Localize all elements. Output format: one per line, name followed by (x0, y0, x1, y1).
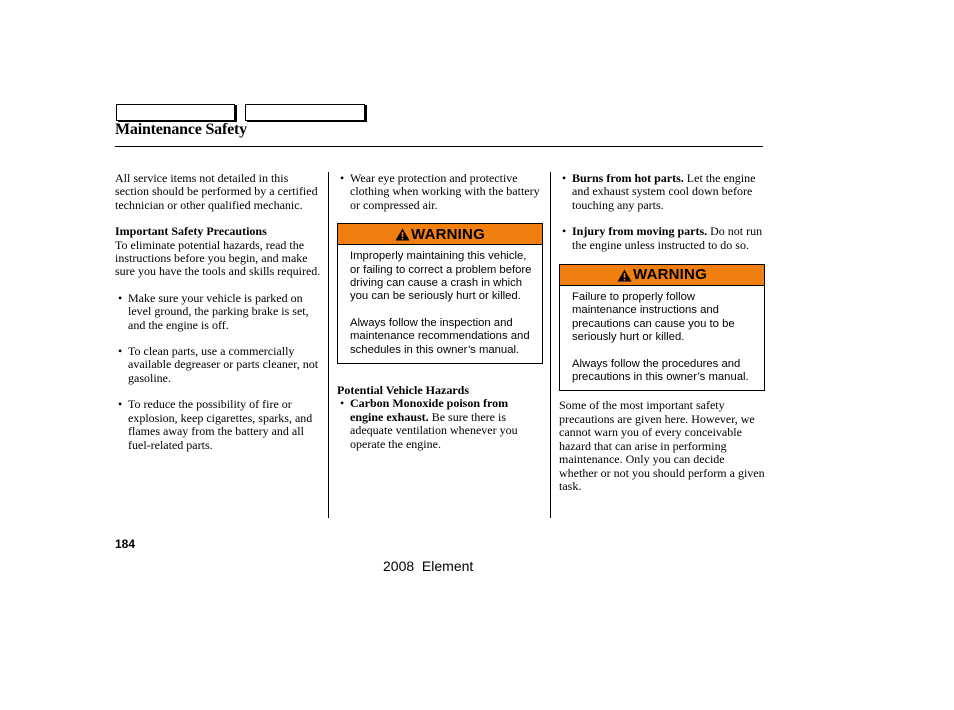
warning-triangle-icon (617, 269, 632, 282)
nav-button-previous[interactable] (116, 104, 235, 121)
bullet-text: Be sure there is adequate ventilation whenever you operate the engine. (350, 409, 518, 451)
warning-body (560, 286, 764, 390)
closing-paragraph: Some of the most important safety precautions are given here. However, we cannot warn you of every conceivable hazard that can arise in performing maintenance. Only you can decide whether or not you should perform a given task. (559, 398, 765, 493)
warning-box (559, 264, 765, 391)
precautions-paragraph: To eliminate potential hazards, read the instructions before you begin, and make sure you have the tools and skills required. (115, 237, 321, 279)
warning-body (338, 245, 542, 363)
bullet-bold-lead: Burns from hot parts. (572, 171, 684, 185)
title-rule (115, 146, 763, 147)
bullet-item: • Make sure your vehicle is parked on level ground, the parking brake is set, and the engine is off. (115, 292, 321, 332)
warning-text: Always follow the procedures and precautions in this owner’s manual. (572, 357, 749, 384)
warning-text: Always follow the inspection and maintenance recommendations and schedules in this owner’s manual. (350, 316, 530, 356)
bullet-item: • To clean parts, use a commercially available degreaser or parts cleaner, not gasoline. (115, 345, 321, 385)
bullet-item: • To reduce the possibility of fire or explosion, keep cigarettes, sparks, and flames away from the battery and all fuel-related parts. (115, 398, 321, 452)
warning-text: Failure to properly follow maintenance instructions and precautions can cause you to be seriously hurt or killed. (572, 291, 735, 344)
column-3 (559, 172, 765, 493)
column-2 (337, 172, 543, 451)
precautions-heading: Important Safety Precautions (115, 224, 267, 239)
bullet-item (559, 172, 765, 212)
column-1 (115, 172, 321, 452)
warning-label: WARNING (411, 225, 485, 243)
column-divider (328, 172, 329, 518)
bullet-bold-lead: Carbon Monoxide poison from engine exhaust. (350, 396, 509, 424)
bullet-item (559, 225, 765, 252)
page-number: 184 (115, 537, 136, 551)
bullet-text: Let the engine and exhaust system cool down before touching any parts. (572, 171, 756, 212)
hazards-heading: Potential Vehicle Hazards (337, 383, 469, 398)
footer-model-title: 2008 Element (383, 558, 474, 574)
intro-paragraph: All service items not detailed in this section should be performed by a certified technician or other qualified mechanic. (115, 171, 318, 212)
bullet-text: Do not run the engine unless instructed to do so. (572, 224, 763, 252)
warning-triangle-icon (395, 228, 410, 241)
warning-text: Improperly maintaining this vehicle, or failing to correct a problem before driving can cause a crash in which you can be seriously hurt or killed. (350, 250, 532, 303)
warning-header (338, 224, 542, 245)
warning-header (560, 265, 764, 286)
column-divider (550, 172, 551, 518)
warning-box (337, 223, 543, 364)
page-title: Maintenance Safety (115, 121, 247, 138)
bullet-item (337, 397, 543, 451)
bullet-item: • Wear eye protection and protective clothing when working with the battery or compressed air. (337, 172, 543, 212)
nav-button-next[interactable] (245, 104, 365, 121)
bullet-bold-lead: Injury from moving parts. (572, 224, 708, 239)
warning-label: WARNING (633, 266, 707, 284)
